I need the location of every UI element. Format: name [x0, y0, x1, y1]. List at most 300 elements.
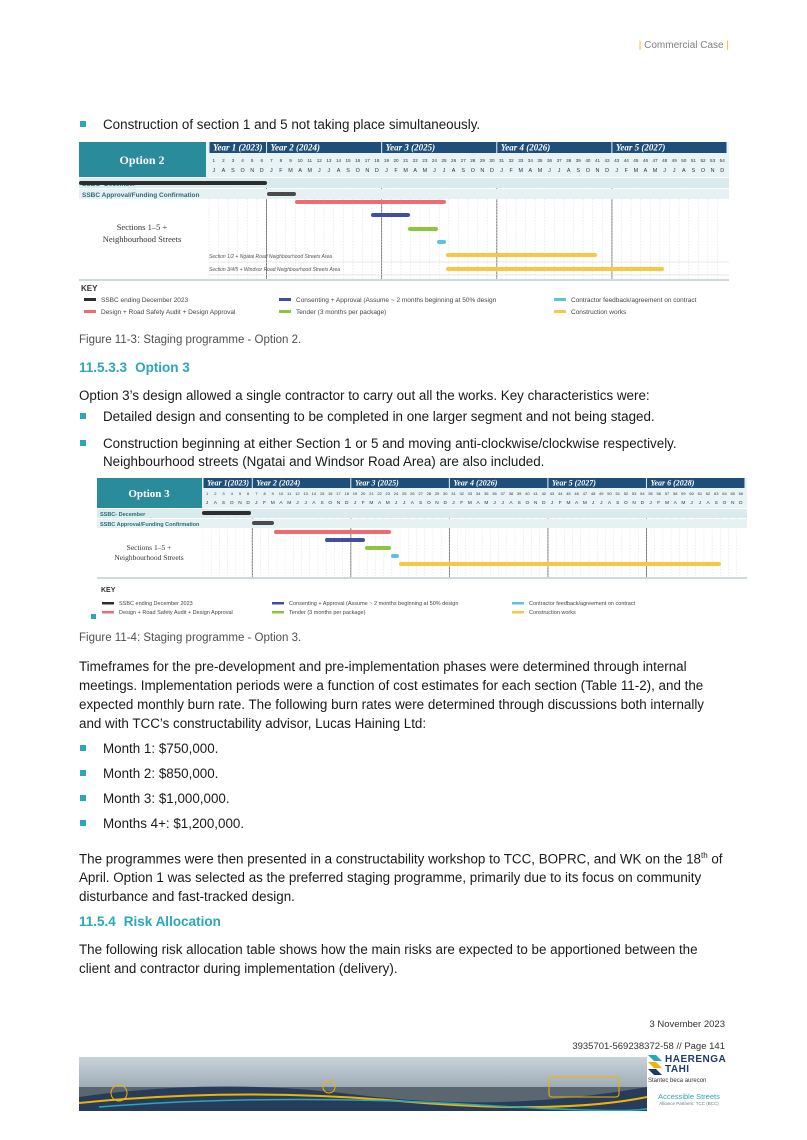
- g2-month-number-6: 6: [260, 158, 264, 163]
- g3-month-letter-57: M: [664, 501, 669, 506]
- g2-month-letter-31: J: [500, 168, 503, 174]
- g3-month-number-28: 28: [426, 491, 432, 496]
- g3-month-number-2: 2: [214, 491, 217, 496]
- option3-key-swatch-5: [512, 611, 524, 614]
- g3-month-letter-23: M: [385, 501, 390, 506]
- heading-number: 11.5.4: [79, 914, 116, 929]
- g2-month-letter-36: J: [548, 168, 551, 174]
- g3-month-letter-55: J: [649, 501, 652, 506]
- g3-month-letter-58: A: [673, 501, 677, 506]
- g3-month-number-24: 24: [393, 491, 399, 496]
- g3-month-number-9: 9: [271, 491, 274, 496]
- option3-bar-ssbc: [202, 511, 251, 515]
- g3-month-number-56: 56: [656, 491, 661, 496]
- g3-month-letter-64: O: [722, 501, 727, 506]
- g2-month-number-30: 30: [489, 158, 495, 163]
- g3-month-number-4: 4: [230, 491, 233, 496]
- g2-month-letter-26: A: [451, 168, 456, 174]
- g3-month-number-10: 10: [278, 491, 284, 496]
- g2-year-label-0: Year 1 (2023): [213, 142, 263, 153]
- g2-month-number-34: 34: [527, 158, 533, 163]
- g2-year-label-2: Year 3 (2025): [385, 142, 436, 153]
- g3-month-number-52: 52: [623, 491, 629, 496]
- option3-title: Option 3: [128, 488, 170, 500]
- option2-key-swatch-5: [554, 310, 566, 313]
- g3-month-letter-24: J: [394, 501, 398, 506]
- option3-key-label-3: Tender (3 months per package): [289, 610, 366, 616]
- g3-month-letter-25: J: [402, 501, 406, 506]
- g3-month-letter-45: M: [566, 501, 571, 506]
- option2-key-swatch-0: [84, 298, 96, 301]
- g3-month-number-11: 11: [287, 491, 292, 496]
- g2-month-number-33: 33: [518, 158, 524, 163]
- g3-month-number-15: 15: [319, 491, 325, 496]
- g3-month-letter-53: N: [632, 501, 636, 506]
- g2-month-number-47: 47: [652, 158, 658, 163]
- g2-month-letter-50: A: [682, 168, 686, 174]
- option2-bar-tender: [408, 227, 438, 231]
- g3-month-number-65: 65: [730, 491, 735, 496]
- option3-key: [102, 601, 636, 616]
- g2-month-number-42: 42: [604, 158, 610, 163]
- g3-month-number-13: 13: [303, 491, 308, 496]
- g3-month-number-27: 27: [418, 491, 423, 496]
- g3-month-number-6: 6: [247, 491, 250, 496]
- option3-key-label-4: Contractor feedback/agreement on contract: [529, 601, 636, 607]
- g3-month-letter-36: J: [493, 501, 496, 506]
- g3-month-letter-5: N: [238, 501, 242, 506]
- g2-month-number-11: 11: [307, 158, 313, 163]
- option2-bar-design: [295, 200, 446, 204]
- g3-month-number-58: 58: [672, 491, 678, 496]
- option2-key-swatch-4: [554, 298, 566, 301]
- option3-bar-tender: [365, 546, 391, 550]
- g2-month-letter-38: A: [566, 168, 571, 174]
- g3-month-letter-62: A: [706, 501, 710, 506]
- g2-month-letter-3: S: [231, 168, 235, 174]
- g2-month-letter-23: M: [422, 168, 428, 174]
- g3-month-number-40: 40: [525, 491, 530, 496]
- burn-rate-1: Month 1: $750,000.: [103, 741, 219, 756]
- g3-year-label-0: Year 1(2023): [207, 478, 249, 488]
- g3-month-letter-39: S: [517, 501, 521, 506]
- g3-month-number-34: 34: [475, 491, 481, 496]
- g2-month-letter-15: S: [346, 168, 350, 174]
- header-label: Commercial Case: [644, 40, 724, 51]
- g2-month-number-5: 5: [250, 158, 254, 163]
- g3-month-letter-21: M: [369, 501, 374, 506]
- option3-bar-construction: [399, 562, 721, 566]
- g3-month-letter-28: O: [426, 501, 431, 506]
- g3-year-label-2: Year 3 (2025): [354, 478, 399, 488]
- g3-month-number-62: 62: [705, 491, 711, 496]
- g2-month-letter-49: J: [672, 168, 676, 174]
- option3-bullet-2: [103, 435, 723, 471]
- option3-key-swatch-1: [102, 611, 114, 614]
- option3-bottom-rule: [97, 577, 747, 579]
- g3-month-number-23: 23: [385, 491, 390, 496]
- g3-month-number-7: 7: [255, 491, 258, 496]
- g3-month-number-41: 41: [533, 491, 538, 496]
- option3-bar-design: [274, 530, 391, 534]
- g3-month-letter-11: M: [287, 501, 292, 506]
- page-header: | Commercial Case |: [638, 40, 729, 51]
- g2-month-letter-45: M: [633, 168, 639, 174]
- g3-month-number-12: 12: [295, 491, 300, 496]
- g3-month-number-54: 54: [640, 491, 645, 496]
- banner-illustration: [79, 1057, 647, 1111]
- g2-month-letter-40: O: [585, 168, 591, 174]
- timeframes-paragraph: Timeframes for the pre-development and pre-implementation phases were determined through internal meetings. Implementation periods were a function of cost estimates for each section (Table 11-2), and the expected monthly burn rate. The following burn rates were determined through discussions both internally and with TCC’s constructability advisor, Lucas Haining Ltd:: [79, 659, 704, 731]
- option2-key-label-5: Construction works: [571, 309, 627, 316]
- logo-tagline: Accessible Streets: [658, 1092, 720, 1101]
- g2-month-letter-33: M: [518, 168, 524, 174]
- g2-month-letter-42: D: [605, 168, 610, 174]
- figure-11-4-caption: Figure 11-4: Staging programme - Option 3.: [79, 632, 302, 644]
- g2-month-number-1: 1: [212, 158, 216, 163]
- option3-key-label-0: SSBC ending December 2023: [119, 601, 193, 607]
- g3-month-number-51: 51: [615, 491, 620, 496]
- g3-month-number-26: 26: [410, 491, 415, 496]
- g2-month-letter-19: J: [385, 168, 388, 174]
- g2-month-letter-48: J: [663, 168, 666, 174]
- g2-month-number-10: 10: [297, 158, 303, 163]
- option2-middle-label-2: Neighbourhood Streets: [102, 234, 182, 244]
- g3-month-letter-31: J: [452, 501, 455, 506]
- g2-month-letter-11: M: [307, 168, 312, 174]
- g2-month-number-16: 16: [355, 158, 361, 163]
- g3-month-letter-51: S: [616, 501, 620, 506]
- heading-title: Risk Allocation: [123, 914, 221, 929]
- g3-month-letter-6: D: [246, 501, 250, 506]
- g3-month-number-5: 5: [238, 491, 242, 496]
- g2-month-letter-30: D: [490, 168, 494, 174]
- g2-year-label-1: Year 2 (2024): [270, 142, 321, 153]
- g3-month-number-17: 17: [336, 491, 341, 496]
- g2-month-number-28: 28: [470, 158, 476, 163]
- g2-month-number-40: 40: [585, 158, 591, 163]
- option2-key-label-4: Contractor feedback/agreement on contract: [571, 297, 697, 304]
- g3-month-letter-12: J: [296, 501, 299, 506]
- g2-month-letter-32: F: [509, 168, 513, 174]
- g2-month-letter-41: N: [595, 168, 600, 174]
- option2-bottom-rule: [79, 279, 729, 281]
- g2-month-number-25: 25: [441, 158, 447, 163]
- g2-month-letter-35: M: [537, 168, 543, 174]
- g2-month-number-8: 8: [279, 158, 283, 163]
- option3-key-swatch-2: [272, 602, 284, 605]
- g3-month-number-25: 25: [401, 491, 407, 496]
- g3-month-letter-29: N: [435, 501, 439, 506]
- g3-month-number-49: 49: [599, 491, 604, 496]
- option2-bar-construction-1: [446, 253, 597, 257]
- g2-month-letter-47: M: [652, 168, 658, 174]
- g3-month-letter-48: J: [591, 501, 595, 506]
- footer-banner-image: [79, 1057, 647, 1111]
- workshop-text-before: The programmes were then presented in a constructability workshop to TCC, BOPRC, and WK on the 18: [79, 851, 701, 867]
- option2-title: Option 2: [119, 153, 165, 167]
- option3-gantt: [97, 478, 747, 618]
- g3-month-number-14: 14: [311, 491, 317, 496]
- g2-month-number-13: 13: [326, 158, 332, 163]
- g2-month-letter-46: A: [643, 168, 648, 174]
- option2-bar-approval: [267, 192, 296, 196]
- heading-title: Option 3: [135, 360, 190, 375]
- g3-month-letter-41: N: [533, 501, 538, 506]
- g3-month-number-48: 48: [590, 491, 596, 496]
- g3-year-label-1: Year 2 (2024): [256, 478, 301, 488]
- g3-month-letter-66: D: [739, 501, 743, 506]
- g2-month-number-31: 31: [499, 158, 505, 163]
- option2-section-label-2: Section 3/4/5 + Windsor Road Neighbourhood Streets Area: [209, 267, 341, 273]
- g2-month-letter-51: S: [691, 168, 696, 174]
- option3-bar-consenting: [325, 538, 365, 542]
- g3-month-number-31: 31: [451, 491, 456, 496]
- g2-month-number-38: 38: [566, 158, 572, 163]
- option3-key-label-5: Construction works: [529, 610, 576, 616]
- g2-month-letter-1: J: [212, 168, 216, 174]
- g3-month-letter-15: S: [320, 501, 324, 506]
- bullet-section-constraint: Construction of section 1 and 5 not taking place simultaneously.: [103, 117, 481, 132]
- g2-month-number-4: 4: [241, 158, 244, 163]
- option2-key-swatch-3: [279, 310, 291, 313]
- g2-month-number-44: 44: [623, 158, 629, 163]
- g2-month-number-9: 9: [289, 158, 292, 163]
- g3-month-letter-19: J: [353, 501, 357, 506]
- g2-month-letter-13: J: [327, 168, 331, 174]
- option3-bullet-2-line-2: Neighbourhood streets (Ngatai and Windsor Road Area) are also included.: [103, 454, 545, 469]
- logo-partners: Stantec beca aurecon: [648, 1078, 707, 1084]
- g2-month-letter-4: O: [240, 168, 245, 174]
- g3-month-letter-10: A: [279, 501, 283, 506]
- workshop-text-after: of April. Option 1 was selected as the preferred staging programme, primarily due to its focus on community disturbance and fast-tracked design.: [79, 851, 723, 905]
- g3-month-letter-26: A: [410, 501, 415, 506]
- g2-month-number-53: 53: [710, 158, 716, 163]
- g3-month-number-21: 21: [369, 491, 374, 496]
- g3-month-number-38: 38: [508, 491, 514, 496]
- g2-month-number-21: 21: [403, 158, 409, 163]
- g3-month-number-29: 29: [434, 491, 440, 496]
- g3-month-number-39: 39: [516, 491, 522, 496]
- g3-month-letter-16: O: [328, 501, 333, 506]
- stray-bullet-marker: [91, 614, 96, 619]
- g2-month-number-17: 17: [364, 158, 370, 163]
- g2-month-letter-43: J: [615, 168, 619, 174]
- g3-month-number-35: 35: [484, 491, 489, 496]
- haerenga-tahi-logo: [648, 1055, 730, 1113]
- g3-month-number-8: 8: [263, 491, 266, 496]
- option3-key-label-1: Design + Road Safety Audit + Design Approval: [119, 610, 233, 616]
- option2-gantt: [79, 142, 729, 320]
- option3-middle-label-2: Neighbourhood Streets: [114, 553, 184, 562]
- option3-bullet-1: Detailed design and consenting to be completed in one larger segment and not being staged.: [103, 409, 655, 424]
- g3-month-letter-56: F: [657, 501, 661, 506]
- g2-month-number-32: 32: [508, 158, 514, 163]
- g2-month-number-26: 26: [451, 158, 457, 163]
- g2-month-letter-20: F: [394, 168, 398, 174]
- g2-month-number-50: 50: [681, 158, 687, 163]
- g3-month-letter-47: M: [582, 501, 587, 506]
- g3-year-label-5: Year 6 (2028): [650, 478, 695, 488]
- g3-month-letter-52: O: [624, 501, 628, 506]
- g2-month-letter-29: N: [480, 168, 485, 174]
- workshop-sup: th: [700, 851, 708, 860]
- g2-month-letter-6: D: [259, 168, 264, 174]
- g2-month-number-22: 22: [412, 158, 418, 163]
- g3-month-letter-3: S: [221, 501, 226, 506]
- option2-key-title: KEY: [81, 284, 98, 293]
- g3-month-letter-43: J: [550, 501, 554, 506]
- g3-month-letter-37: J: [501, 501, 504, 506]
- g3-month-number-32: 32: [459, 491, 464, 496]
- g2-month-number-12: 12: [316, 158, 322, 163]
- option2-key-label-3: Tender (3 months per package): [296, 309, 387, 316]
- g3-month-letter-46: A: [575, 501, 579, 506]
- g3-month-number-50: 50: [607, 491, 612, 496]
- logo-line-1: HAERENGA: [665, 1054, 727, 1065]
- g3-month-letter-9: M: [270, 501, 275, 506]
- option2-key-label-1: Design + Road Safety Audit + Design Approval: [101, 309, 236, 316]
- g2-month-number-29: 29: [479, 158, 485, 163]
- g2-month-letter-9: M: [288, 168, 293, 174]
- g2-month-letter-18: D: [374, 168, 379, 174]
- g2-month-letter-39: S: [576, 168, 581, 174]
- g2-month-number-52: 52: [700, 158, 706, 163]
- option2-row-2-label: SSBC Approval/Funding Confirmation: [82, 192, 200, 199]
- g2-year-label-3: Year 4 (2026): [500, 142, 551, 153]
- g3-month-letter-17: N: [336, 501, 341, 506]
- option2-key: [84, 297, 697, 316]
- g3-month-letter-30: D: [443, 501, 447, 506]
- g2-month-letter-2: A: [221, 168, 226, 174]
- g2-month-number-54: 54: [719, 158, 725, 163]
- burn-rate-4: Months 4+: $1,200,000.: [103, 816, 245, 831]
- option2-gantt-svg: [79, 142, 729, 320]
- option3-row-2-label: SSBC Approval/Funding Confirmation: [100, 522, 200, 528]
- option3-bar-feedback: [391, 554, 399, 558]
- g3-month-number-22: 22: [377, 491, 382, 496]
- g3-month-letter-34: A: [476, 501, 480, 506]
- g3-month-letter-13: J: [304, 501, 307, 506]
- g2-month-number-43: 43: [614, 158, 620, 163]
- g2-month-number-19: 19: [383, 158, 390, 163]
- g3-month-number-59: 59: [681, 491, 686, 496]
- footer-reference: 3935701-569238372-58 // Page 141: [572, 1041, 725, 1052]
- g2-month-letter-53: N: [710, 168, 715, 174]
- g3-month-number-53: 53: [631, 491, 637, 496]
- option2-key-swatch-2: [279, 298, 291, 301]
- g3-month-letter-40: O: [525, 501, 530, 506]
- burn-rate-3: Month 3: $1,000,000.: [103, 791, 230, 806]
- g3-month-letter-2: A: [213, 501, 217, 506]
- heading-11-5-3-3: [79, 360, 190, 375]
- g2-month-letter-12: J: [317, 168, 321, 174]
- g3-month-letter-32: F: [460, 501, 464, 506]
- option2-section-label-bg: [79, 249, 206, 279]
- g2-month-number-48: 48: [662, 158, 668, 163]
- g3-month-number-57: 57: [664, 491, 670, 496]
- g3-month-letter-42: D: [542, 501, 546, 506]
- option3-middle-label-1: Sections 1–5 +: [126, 543, 172, 552]
- workshop-paragraph: [79, 846, 729, 906]
- g2-month-letter-24: J: [433, 168, 436, 174]
- g2-month-number-18: 18: [374, 158, 380, 163]
- g3-month-number-61: 61: [697, 491, 703, 496]
- g3-month-number-64: 64: [722, 491, 727, 496]
- option3-key-swatch-0: [102, 602, 114, 605]
- g3-month-number-47: 47: [582, 491, 588, 496]
- g3-month-letter-35: M: [484, 501, 489, 506]
- g3-month-number-19: 19: [352, 491, 358, 496]
- g3-month-letter-4: O: [229, 501, 234, 506]
- g3-month-letter-33: M: [467, 501, 472, 506]
- g2-month-number-39: 39: [575, 158, 581, 163]
- option3-row-1-label: SSBC- December: [100, 512, 146, 518]
- g2-month-number-49: 49: [671, 158, 677, 163]
- g2-month-number-23: 23: [422, 158, 428, 163]
- g2-month-letter-37: J: [557, 168, 561, 174]
- g2-month-number-36: 36: [546, 158, 553, 163]
- g2-month-letter-25: J: [442, 168, 446, 174]
- g3-month-letter-38: A: [509, 501, 513, 506]
- g2-month-number-24: 24: [431, 158, 437, 163]
- option2-key-swatch-1: [84, 310, 96, 313]
- g2-month-number-20: 20: [393, 158, 399, 163]
- option3-key-swatch-4: [512, 602, 524, 605]
- risk-paragraph: The following risk allocation table shows how the main risks are expected to be apportioned between the client and contractor during implementation (delivery).: [79, 942, 698, 976]
- g2-year-label-4: Year 5 (2027): [615, 142, 666, 153]
- burn-rate-2: Month 2: $850,000.: [103, 766, 219, 781]
- g2-month-number-14: 14: [335, 158, 342, 163]
- option3-gantt-svg: [97, 478, 747, 618]
- g3-month-number-37: 37: [500, 491, 505, 496]
- g2-month-letter-54: D: [720, 168, 725, 174]
- g2-month-letter-28: O: [470, 168, 475, 174]
- g2-month-letter-52: O: [700, 168, 706, 174]
- g3-month-letter-50: A: [607, 501, 612, 506]
- option3-bullet-2-line-1: Construction beginning at either Section 1 or 5 and moving anti-clockwise/clockwise respectively.: [103, 436, 677, 451]
- g3-month-letter-65: N: [730, 501, 735, 506]
- g3-month-number-18: 18: [344, 491, 349, 496]
- g3-month-letter-18: D: [344, 501, 349, 506]
- g3-year-label-4: Year 5 (2027): [551, 478, 596, 488]
- option3-key-label-2: Consenting + Approval (Assume ~ 2 months beginning at 50% design: [289, 601, 459, 607]
- g3-month-letter-61: J: [698, 501, 702, 506]
- option3-key-swatch-3: [272, 611, 284, 614]
- g3-month-number-44: 44: [558, 491, 563, 496]
- g2-month-letter-5: N: [250, 168, 255, 174]
- g2-month-letter-16: O: [355, 168, 360, 174]
- g3-month-letter-54: D: [640, 501, 645, 506]
- g2-month-number-46: 46: [642, 158, 649, 163]
- g2-month-letter-8: F: [279, 168, 283, 174]
- g2-month-number-2: 2: [222, 158, 225, 163]
- logo-tagline-sub: Alliance Partners: TCC (BCC): [659, 1101, 719, 1106]
- g3-month-number-60: 60: [689, 491, 694, 496]
- g2-month-number-7: 7: [270, 158, 273, 163]
- g3-month-number-20: 20: [360, 491, 366, 496]
- g2-month-letter-17: N: [365, 168, 370, 174]
- g3-month-letter-22: A: [377, 501, 382, 506]
- g3-month-letter-1: J: [205, 501, 209, 506]
- g2-month-number-45: 45: [633, 158, 639, 163]
- option2-bar-ssbc: [79, 181, 267, 185]
- g2-month-number-15: 15: [345, 158, 351, 163]
- g3-month-number-1: 1: [205, 491, 209, 496]
- g3-month-letter-20: F: [361, 501, 365, 506]
- option2-section-label-1: Section 1/2 + Ngatai Road Neighbourhood Streets Area: [209, 254, 333, 260]
- g3-month-number-55: 55: [648, 491, 653, 496]
